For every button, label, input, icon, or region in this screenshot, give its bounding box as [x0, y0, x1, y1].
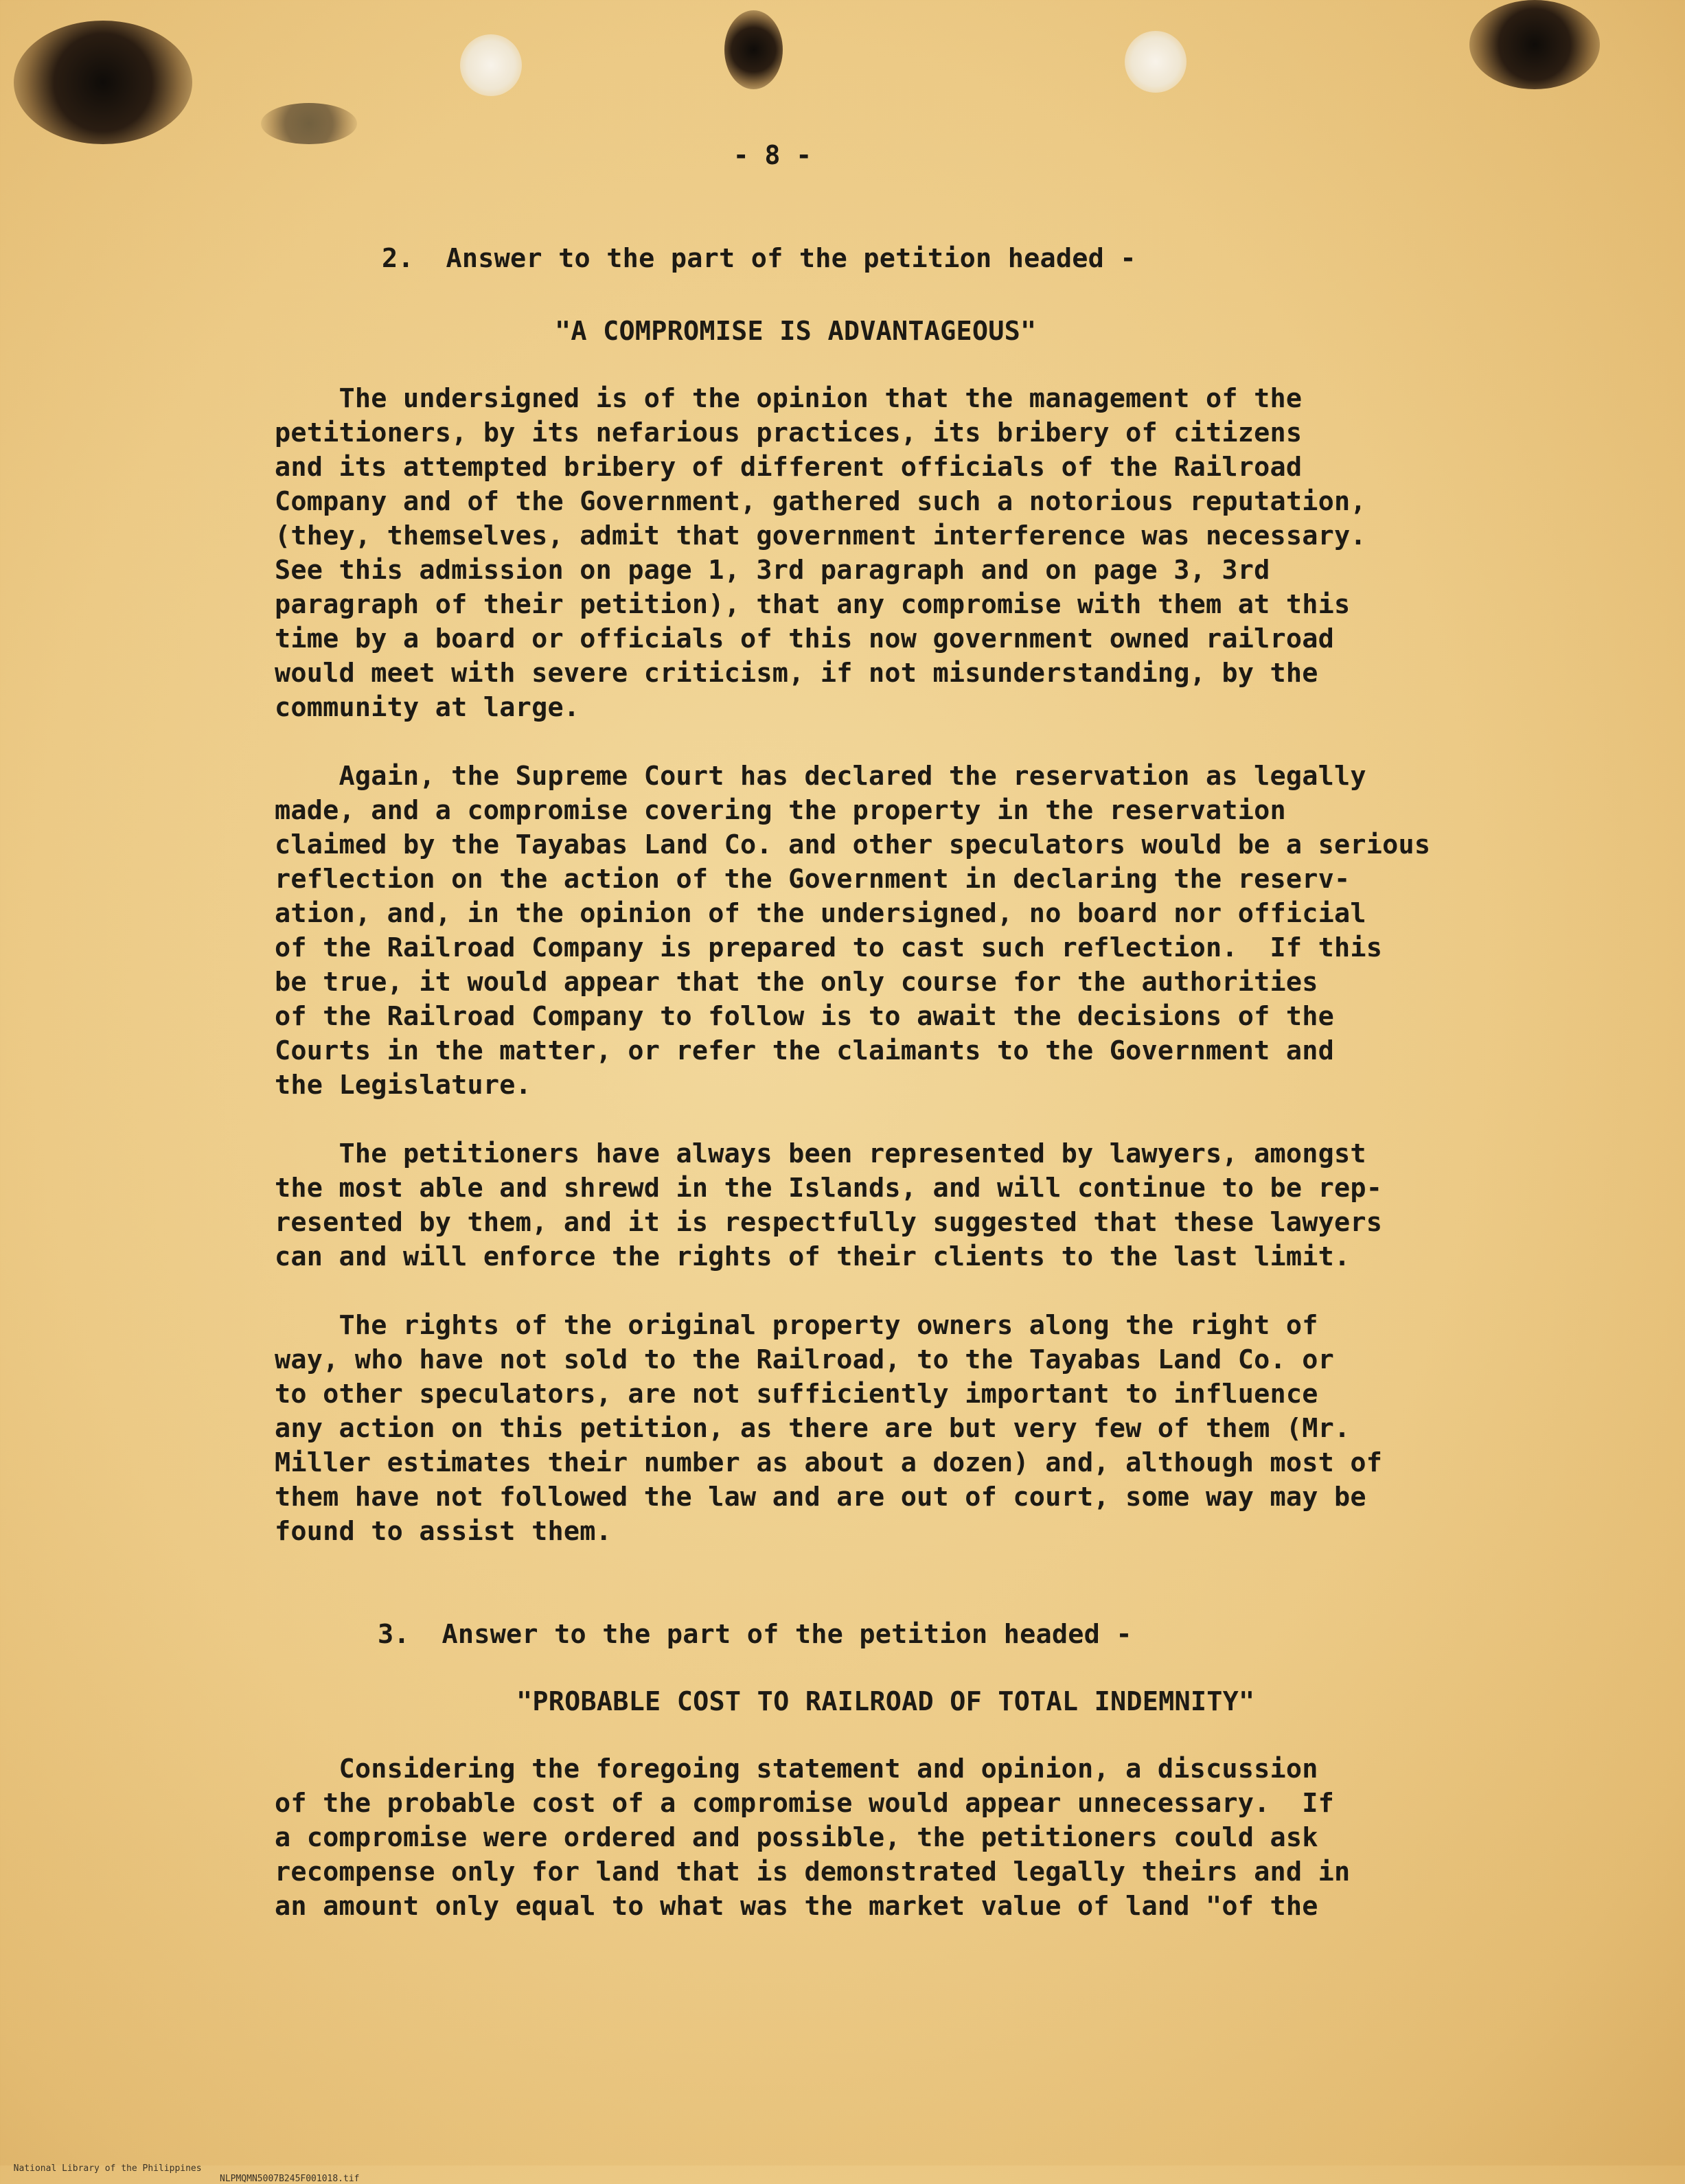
text-line: claimed by the Tayabas Land Co. and other speculators would be a serious	[275, 829, 1431, 860]
section-3-heading: 3. Answer to the part of the petition headed -	[378, 1619, 1132, 1650]
text-line: reflection on the action of the Government in declaring the reserv-	[275, 864, 1351, 895]
text-line: the most able and shrewd in the Islands, and will continue to be rep-	[275, 1173, 1383, 1204]
text-line: The rights of the original property owners along the right of	[275, 1310, 1318, 1341]
section-2-title: "A COMPROMISE IS ADVANTAGEOUS"	[555, 316, 1037, 347]
text-line: of the Railroad Company to follow is to await the decisions of the	[275, 1001, 1335, 1032]
text-line: time by a board or officials of this now government owned railroad	[275, 623, 1335, 654]
text-line: way, who have not sold to the Railroad, to the Tayabas Land Co. or	[275, 1344, 1335, 1375]
text-line: recompense only for land that is demonstrated legally theirs and in	[275, 1857, 1351, 1887]
text-line: an amount only equal to what was the market value of land "of the	[275, 1891, 1318, 1922]
text-line: and its attempted bribery of different officials of the Railroad	[275, 452, 1303, 483]
text-line: ation, and, in the opinion of the undersigned, no board nor official	[275, 898, 1366, 929]
text-line: paragraph of their petition), that any compromise with them at this	[275, 589, 1351, 620]
text-line: them have not followed the law and are out of court, some way may be	[275, 1482, 1366, 1513]
text-line: (they, themselves, admit that government interference was necessary.	[275, 520, 1366, 551]
text-line: community at large.	[275, 692, 580, 723]
burn-stain-left	[14, 21, 192, 144]
text-line: Courts in the matter, or refer the claimants to the Government and	[275, 1035, 1335, 1066]
text-line: Company and of the Government, gathered such a notorious reputation,	[275, 486, 1366, 517]
text-line: resented by them, and it is respectfully suggested that these lawyers	[275, 1207, 1383, 1238]
text-line: The undersigned is of the opinion that the management of the	[275, 383, 1303, 414]
text-line: can and will enforce the rights of their clients to the last limit.	[275, 1241, 1351, 1272]
text-line: of the Railroad Company is prepared to cast such reflection. If this	[275, 932, 1383, 963]
footer-reference: NLPMQMN5007B245F001018.tif	[220, 2174, 360, 2184]
punch-hole-right	[1125, 31, 1187, 93]
footer-library: National Library of the Philippines	[13, 2163, 202, 2174]
text-line: of the probable cost of a compromise would appear unnecessary. If	[275, 1788, 1335, 1819]
text-line: would meet with severe criticism, if not misunderstanding, by the	[275, 658, 1318, 689]
text-line: See this admission on page 1, 3rd paragraph and on page 3, 3rd	[275, 555, 1270, 586]
text-line: The petitioners have always been represented by lawyers, amongst	[275, 1138, 1366, 1169]
text-line: petitioners, by its nefarious practices, its bribery of citizens	[275, 417, 1303, 448]
text-line: Miller estimates their number as about a dozen) and, although most of	[275, 1447, 1383, 1478]
text-line: be true, it would appear that the only course for the authorities	[275, 967, 1318, 998]
burn-stain-right	[1469, 0, 1600, 89]
section-3-title: "PROBABLE COST TO RAILROAD OF TOTAL INDEMNITY"	[516, 1686, 1255, 1717]
text-line: a compromise were ordered and possible, the petitioners could ask	[275, 1822, 1318, 1853]
punch-hole-left	[460, 34, 522, 96]
text-line: to other speculators, are not sufficiently important to influence	[275, 1379, 1318, 1410]
page-number: - 8 -	[733, 140, 812, 170]
scan-footer	[3, 2153, 360, 2184]
text-line: Considering the foregoing statement and opinion, a discussion	[275, 1754, 1318, 1784]
burn-stain-left-small	[261, 103, 357, 144]
section-2-heading: 2. Answer to the part of the petition headed -	[382, 243, 1136, 274]
text-line: made, and a compromise covering the property in the reservation	[275, 795, 1286, 826]
text-line: found to assist them.	[275, 1516, 612, 1547]
burn-stain-center	[724, 10, 783, 89]
text-line: the Legislature.	[275, 1070, 532, 1101]
text-line: any action on this petition, as there are but very few of them (Mr.	[275, 1413, 1351, 1444]
text-line: Again, the Supreme Court has declared the reservation as legally	[275, 761, 1366, 792]
